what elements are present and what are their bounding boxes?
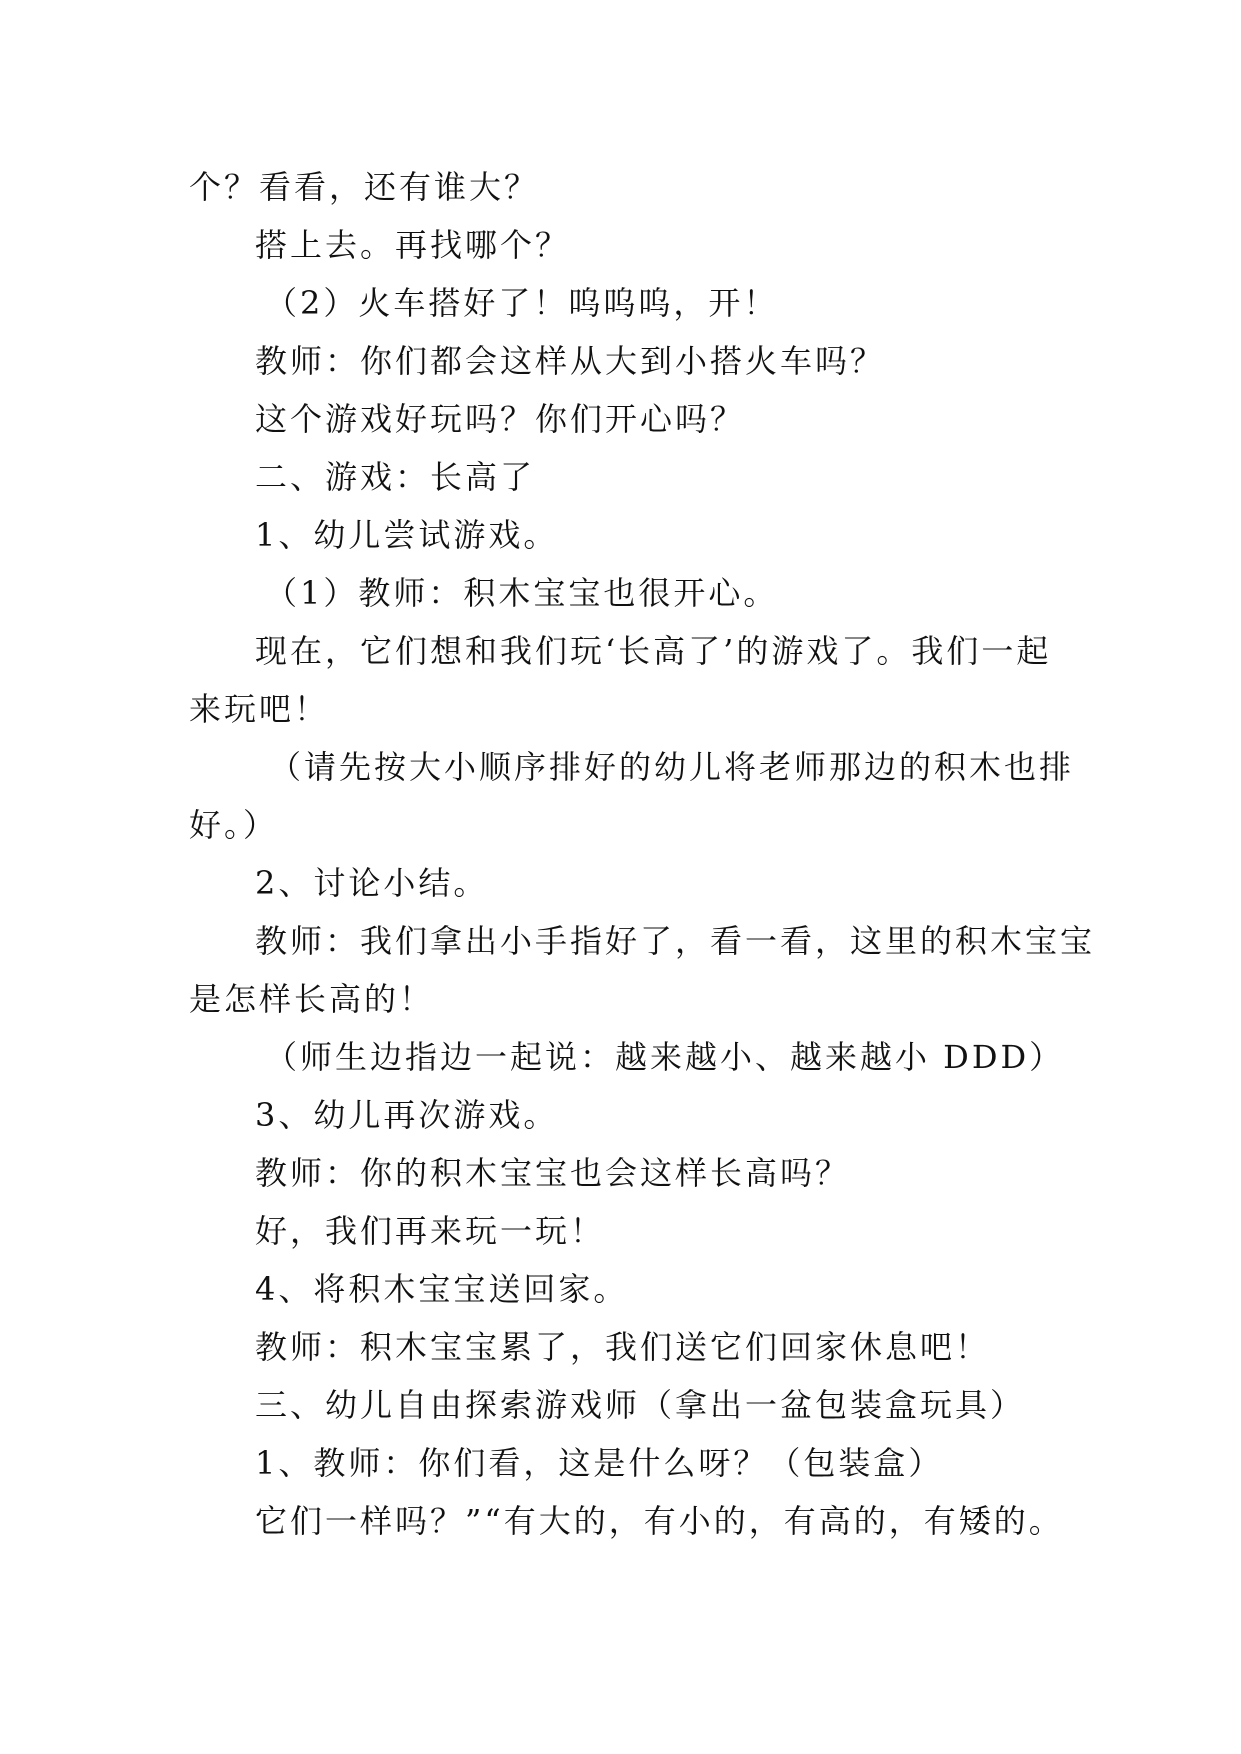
text-line: 好。） [189,806,279,844]
text-line: 教师：我们拿出小手指好了，看一看，这里的积木宝宝 [255,922,1096,960]
text-line: 这个游戏好玩吗？你们开心吗？ [255,400,746,438]
text-line: 个？看看，还有谁大？ [189,168,540,206]
text-line: （1）教师：积木宝宝也很开心。 [265,574,779,612]
text-line: 教师：你们都会这样从大到小搭火车吗？ [255,342,886,380]
section-heading: 二、游戏：长高了 [255,458,536,496]
text-line: 它们一样吗？”“有大的，有小的，有高的，有矮的。 [255,1502,1064,1540]
text-line: （2）火车搭好了！呜呜呜，开！ [265,284,779,322]
document-body [189,158,1096,1550]
text-line: （请先按大小顺序排好的幼儿将老师那边的积木也排 [269,748,1075,786]
text-line: 来玩吧！ [189,690,330,728]
text-line: 4、将积木宝宝送回家。 [255,1270,629,1308]
text-line: 好，我们再来玩一玩！ [255,1212,606,1250]
text-line: 现在，它们想和我们玩‘长高了’的游戏了。我们一起 [255,632,1052,670]
text-line: 1、幼儿尝试游戏。 [255,516,559,554]
text-line: 2、讨论小结。 [255,864,489,902]
text-line: （师生边指边一起说：越来越小、越来越小 DDD） [265,1038,1065,1076]
text-line: 教师：你的积木宝宝也会这样长高吗？ [255,1154,851,1192]
text-line: 搭上去。再找哪个？ [255,226,571,264]
text-line: 是怎样长高的！ [189,980,435,1018]
text-line: 3、幼儿再次游戏。 [255,1096,559,1134]
text-line: 教师：积木宝宝累了，我们送它们回家休息吧！ [255,1328,991,1366]
text-line: 1、教师：你们看，这是什么呀？（包装盒） [255,1444,944,1482]
section-heading: 三、幼儿自由探索游戏师（拿出一盆包装盒玩具） [255,1386,1026,1424]
